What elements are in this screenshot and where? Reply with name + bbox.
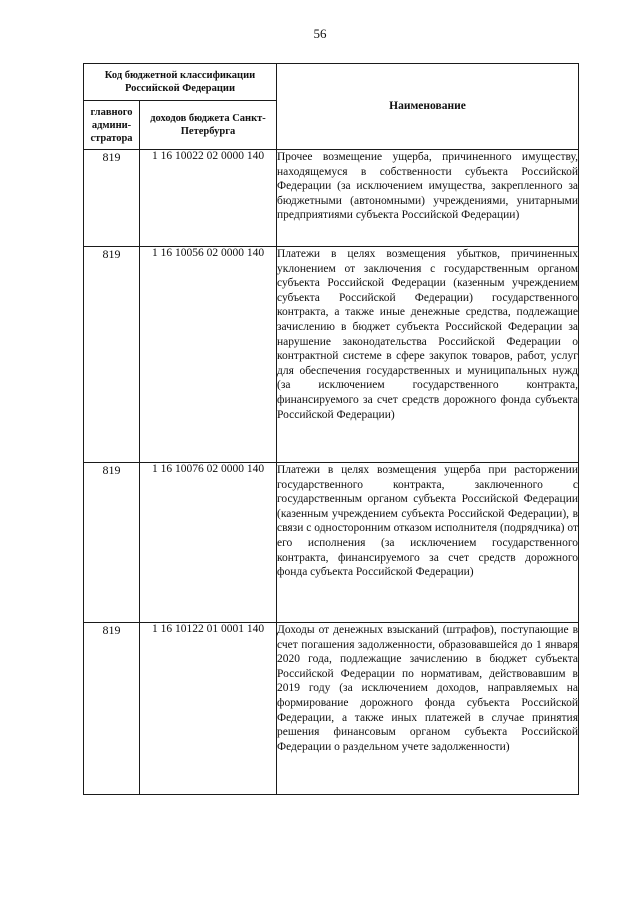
- table-row: [84, 150, 579, 247]
- revenue-code-cell: 1 16 10056 02 0000 140: [140, 247, 277, 463]
- admin-code-cell: 819: [84, 463, 140, 623]
- admin-code-cell: 819: [84, 247, 140, 463]
- table-row: [84, 623, 579, 795]
- page-number: 56: [313, 26, 327, 41]
- revenue-name-text: Платежи в целях возмещения убытков, причиненных уклонением от заключения с государственным органом субъекта Российской Федерации (казенным учреждением субъекта Российской Федерации) государственного контракта, а также иные денежные средства, подлежащие зачислению в бюджет субъекта Российской Федерации за нарушение законодательства Российской Федерации о контрактной системе в сфере закупок товаров, работ, услуг для обеспечения государственных и муниципальных нужд (за исключением государственного контракта, финансируемого за счет средств дорожного фонда субъекта Российской Федерации): [277, 248, 578, 421]
- header-chief-administrator: главного админи-стратора: [84, 101, 140, 150]
- admin-code-cell: 819: [84, 623, 140, 795]
- revenue-name-text: Прочее возмещение ущерба, причиненного имуществу, находящемуся в собственности субъекта Российской Федерации (за исключением имущества, закрепленного за бюджетными (автономными) учреждениями, унитарными предприятиями субъекта Российской Федерации): [277, 151, 578, 222]
- header-budget-revenue: доходов бюджета Санкт-Петербурга: [140, 101, 277, 150]
- revenue-code-cell: 1 16 10076 02 0000 140: [140, 463, 277, 623]
- table-row: [84, 463, 579, 623]
- revenue-name-cell: [277, 247, 579, 463]
- revenue-name-cell: [277, 623, 579, 795]
- budget-classification-table: [83, 63, 579, 795]
- revenue-name-text: Платежи в целях возмещения ущерба при расторжении государственного контракта, заключенного с государственным органом субъекта Российской Федерации (казенным учреждением субъекта Российской Федерации), в связи с односторонним отказом исполнителя (подрядчика) от его исполнения (за исключением государственного контракта, финансируемого за счет средств дорожного фонда субъекта Российской Федерации): [277, 464, 578, 579]
- revenue-name-cell: [277, 463, 579, 623]
- table-row: [84, 247, 579, 463]
- admin-code-cell: 819: [84, 150, 140, 247]
- revenue-code-cell: 1 16 10122 01 0001 140: [140, 623, 277, 795]
- header-classification-code: Код бюджетной классификации Российской Федерации: [84, 64, 277, 101]
- revenue-name-cell: [277, 150, 579, 247]
- revenue-code-cell: 1 16 10022 02 0000 140: [140, 150, 277, 247]
- revenue-name-text: Доходы от денежных взысканий (штрафов), поступающие в счет погашения задолженности, образовавшейся до 1 января 2020 года, подлежащие зачислению в бюджет субъекта Российской Федерации по нормативам, действовавшим в 2019 году (за исключением доходов, направляемых на формирование дорожного фонда субъекта Российской Федерации, а также иных платежей в случае принятия решения финансовым органом субъекта Российской Федерации о раздельном учете задолженности): [277, 624, 578, 753]
- header-name: Наименование: [277, 64, 579, 150]
- table-header-row: [84, 64, 579, 101]
